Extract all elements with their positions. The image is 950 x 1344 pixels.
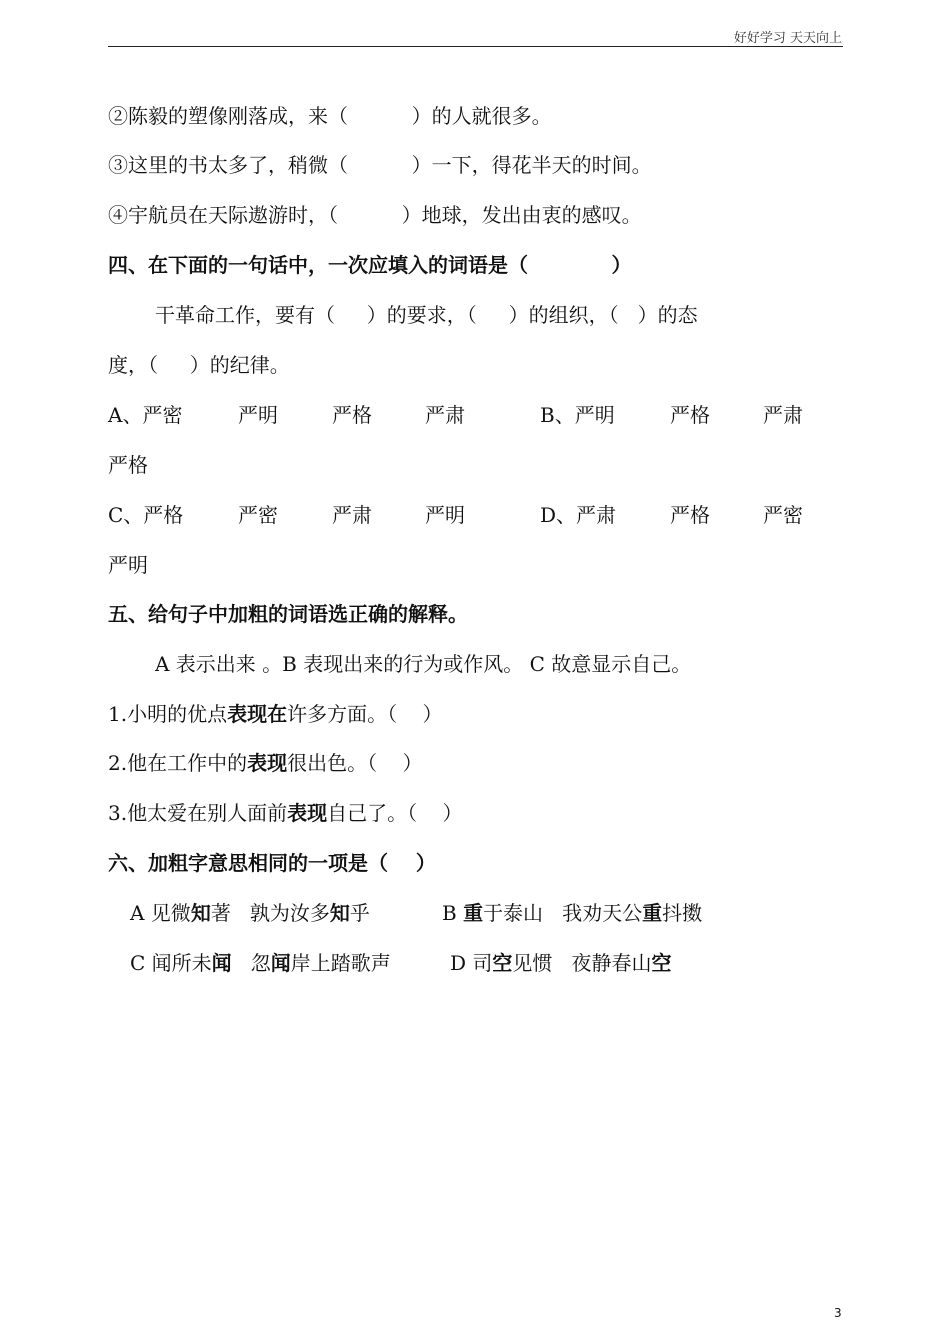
q5-choices: A 表示出来 。B 表现出来的行为或作风。 C 故意显示自己。 [155, 652, 692, 676]
q4-option-c-word3: 严肃 [332, 503, 372, 527]
header-motto: 好好学习 天天向上 [733, 31, 842, 46]
page-number: 3 [834, 1306, 842, 1320]
q5-sentence-3: 3.他太爱在别人面前表现自己了。（ ） [108, 801, 463, 825]
q3-item-4: ④宇航员在天际遨游时，（ ）地球，发出由衷的感叹。 [108, 203, 642, 227]
q4-option-c-word2: 严密 [238, 503, 278, 527]
q4-option-d-word2: 严格 [670, 503, 710, 527]
q5-title: 五、给句子中加粗的词语选正确的解释。 [108, 602, 468, 626]
q4-option-a-word2: 严明 [238, 403, 278, 427]
q4-option-b-label: B、严明 [540, 403, 615, 427]
q3-item-3: ③这里的书太多了，稍微（ ）一下，得花半天的时间。 [108, 153, 652, 177]
q4-option-d-word3: 严密 [763, 503, 803, 527]
q4-option-d-word4: 严明 [108, 553, 148, 577]
header-divider [108, 46, 843, 47]
q6-title: 六、加粗字意思相同的一项是（ ） [108, 851, 436, 875]
q4-sentence-line2: 度，（ ）的纪律。 [108, 353, 290, 377]
q4-option-a-word4: 严肃 [425, 403, 465, 427]
q6-option-a: A 见微知著 孰为汝多知乎 [130, 901, 370, 925]
q4-option-a-word3: 严格 [332, 403, 372, 427]
q4-sentence-line1: 干革命工作，要有（ ）的要求，（ ）的组织，（ ）的态 [155, 303, 698, 327]
q4-option-b-word4: 严格 [108, 453, 148, 477]
q4-option-c-label: C、严格 [108, 503, 184, 527]
q6-option-b: B 重于泰山 我劝天公重抖擞 [442, 901, 703, 925]
q4-option-d-label: D、严肃 [540, 503, 617, 527]
q6-option-c: C 闻所未闻 忽闻岸上踏歌声 [130, 951, 391, 975]
q6-option-d: D 司空见惯 夜静春山空 [450, 951, 672, 975]
q5-sentence-2: 2.他在工作中的表现很出色。（ ） [108, 751, 423, 775]
q4-option-c-word4: 严明 [425, 503, 465, 527]
q4-option-b-word2: 严格 [670, 403, 710, 427]
q4-option-b-word3: 严肃 [763, 403, 803, 427]
q5-sentence-1: 1.小明的优点表现在许多方面。（ ） [108, 702, 443, 726]
q3-item-2: ②陈毅的塑像刚落成，来（ ）的人就很多。 [108, 104, 552, 128]
q4-title: 四、在下面的一句话中，一次应填入的词语是（ ） [108, 253, 632, 277]
q4-option-a-label: A、严密 [108, 403, 183, 427]
